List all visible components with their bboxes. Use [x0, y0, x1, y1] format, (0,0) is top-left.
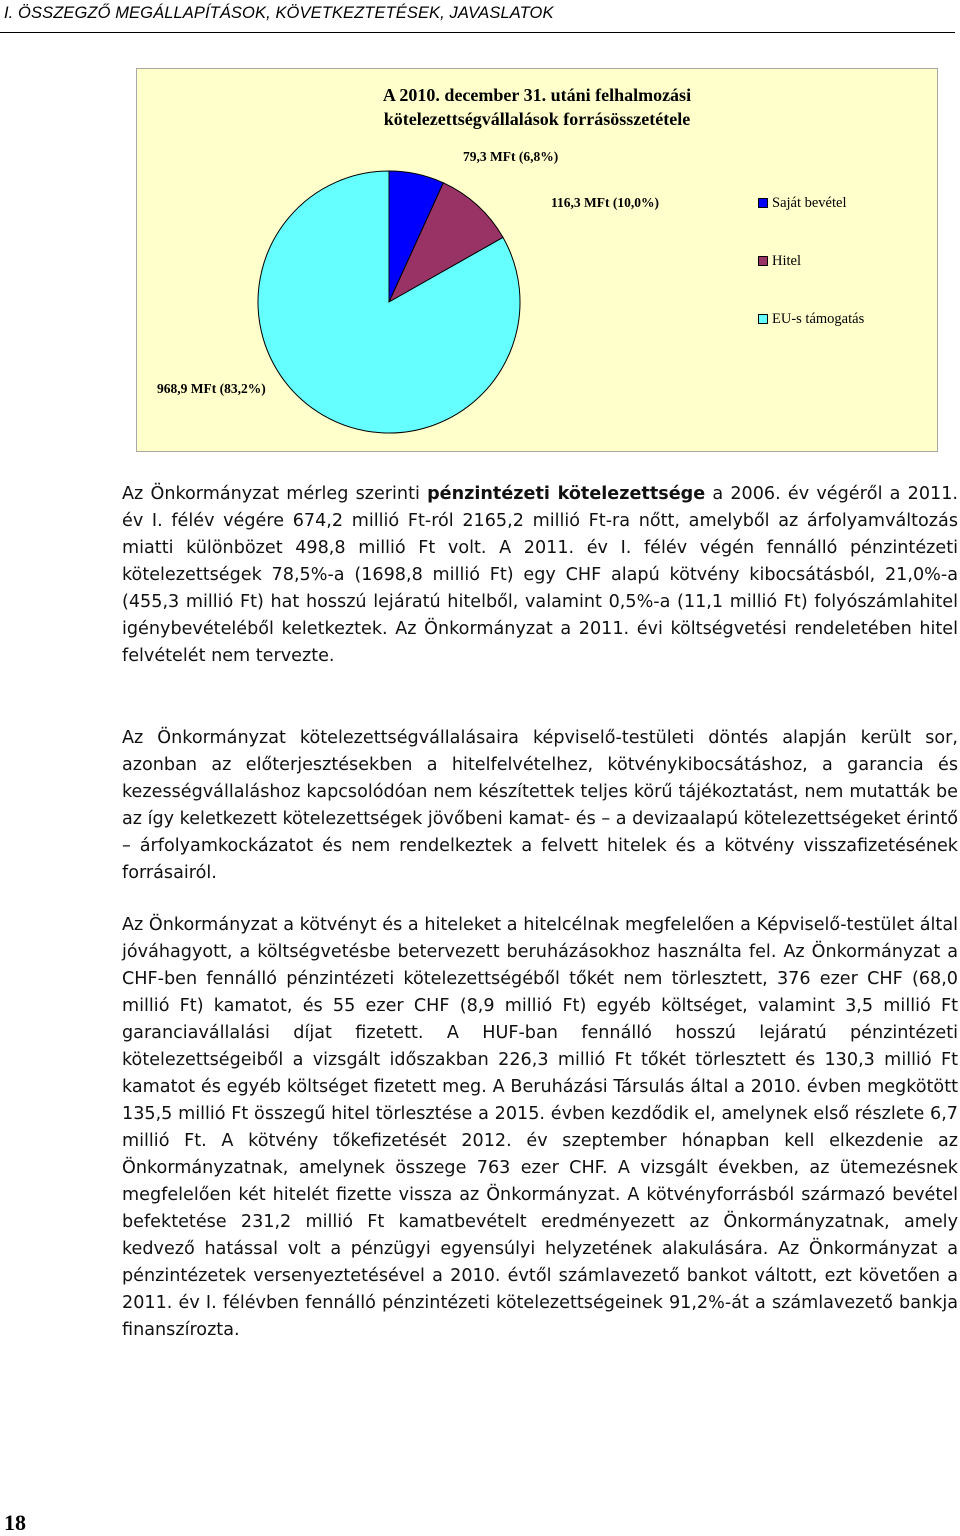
paragraph-1-rest: a 2006. év végéről a 2011. év I. félév végére 674,2 millió Ft-ról 2165,2 millió Ft-ra nőtt, amelyből az árfolyamváltozás miatti különbözet 498,8 millió Ft volt. A 2011. év I. félév végén fennálló pénzintézeti kötelezettségek 78,5%-a (1698,8 millió Ft) egy CHF alapú kötvény kibocsátásból, 21,0%-a (455,3 millió Ft) hat hosszú lejáratú hitelből, valamint 0,5%-a (11,1 millió Ft) folyószámlahitel igénybevételéből keletkeztek. Az Önkormányzat a 2011. évi költségvetési rendeletében hitel felvételét nem tervezte. — [122, 484, 959, 666]
paragraph-1 — [122, 481, 958, 670]
paragraph-2-text: Az Önkormányzat kötelezettségvállalásaira képviselő-testületi döntés alapján került sor, azonban az előterjesztésekben a hitelfelvételhez, kötvénykibocsátáshoz, a garancia és kezességvállaláshoz kapcsolódóan nem készítettek teljes körű tájékoztatást, nem mutatták be az így keletkezett kötelezettségek jövőbeni kamat- és – a devizaalapú kötelezettségeket érintő – árfolyamkockázatot és nem rendelkeztek a felvett hitelek és a kötvény visszafizetésének forrásairól. — [122, 728, 959, 883]
page-header — [0, 0, 955, 33]
chart-title-line2: kötelezettségvállalások forrásösszetétele — [383, 109, 691, 129]
legend-label: EU-s támogatás — [772, 311, 865, 327]
data-label-saját-bevétel: 79,3 MFt (6,8%) — [463, 149, 559, 164]
chart-title — [137, 83, 937, 131]
legend-swatch-hitel — [758, 256, 768, 266]
pie-chart — [136, 68, 938, 452]
legend-label: Saját bevétel — [772, 195, 847, 211]
legend-label: Hitel — [772, 253, 801, 269]
section-title: I. ÖSSZEGZŐ MEGÁLLAPÍTÁSOK, KÖVETKEZTETÉSEK, JAVASLATOK — [4, 4, 554, 22]
paragraph-2 — [122, 725, 958, 887]
page-number: 18 — [4, 1510, 26, 1535]
legend-swatch-eu-támogatás — [758, 314, 768, 324]
paragraph-3-text: Az Önkormányzat a kötvényt és a hiteleket a hitelcélnak megfelelően a Képviselő-testület által jóváhagyott, a költségvetésbe betervezett beruházásokhoz használta fel. Az Önkormányzat a CHF-ben fennálló pénzintézeti kötelezettségéből tőkét nem törlesztett, 376 ezer CHF (68,0 millió Ft) kamatot, és 55 ezer CHF (8,9 millió Ft) egyéb költséget, valamint 3,5 millió Ft garanciavállalási díjat fizetett. A HUF-ban fennálló hosszú lejáratú pénzintézeti kötelezettségeiből a vizsgált időszakban 226,3 millió Ft tőkét törlesztett és 130,3 millió Ft kamatot és egyéb költséget fizetett meg. A Beruházási Társulás által a 2010. évben megkötött 135,5 millió Ft összegű hitel törlesztése a 2015. évben kezdődik el, amelynek első részlete 6,7 millió Ft. A kötvény tőkefizetését 2012. év szeptember hónapban kell elkezdenie az Önkormányzatnak, amelynek összege 763 ezer CHF. A vizsgált években, az ütemezésnek megfelelően két hitelét fizette vissza az Önkormányzat. A kötvényforrásból származó bevétel befektetése 231,2 millió Ft kamatbevételt eredményezett az Önkormányzatnak, amely kedvező hatással volt a pénzügyi egyensúlyi helyzetének alakulására. Az Önkormányzat a pénzintézetek versenyeztetésével a 2010. évtől számlavezető bankot váltott, ezt követően a 2011. év I. félévben fennálló pénzintézeti kötelezettségeinek 91,2%-át a számlavezető bankja finanszírozta. — [122, 915, 958, 1340]
paragraph-1-emphasis: pénzintézeti kötelezettsége — [427, 484, 706, 504]
data-label-hitel: 116,3 MFt (10,0%) — [551, 195, 659, 210]
data-label-eu-támogatás: 968,9 MFt (83,2%) — [157, 381, 266, 396]
paragraph-3 — [122, 912, 958, 1344]
paragraph-1-intro: Az Önkormányzat mérleg szerinti — [122, 484, 428, 504]
chart-title-line1: A 2010. december 31. utáni felhalmozási — [382, 85, 692, 105]
legend-swatch-saját-bevétel — [758, 198, 768, 208]
